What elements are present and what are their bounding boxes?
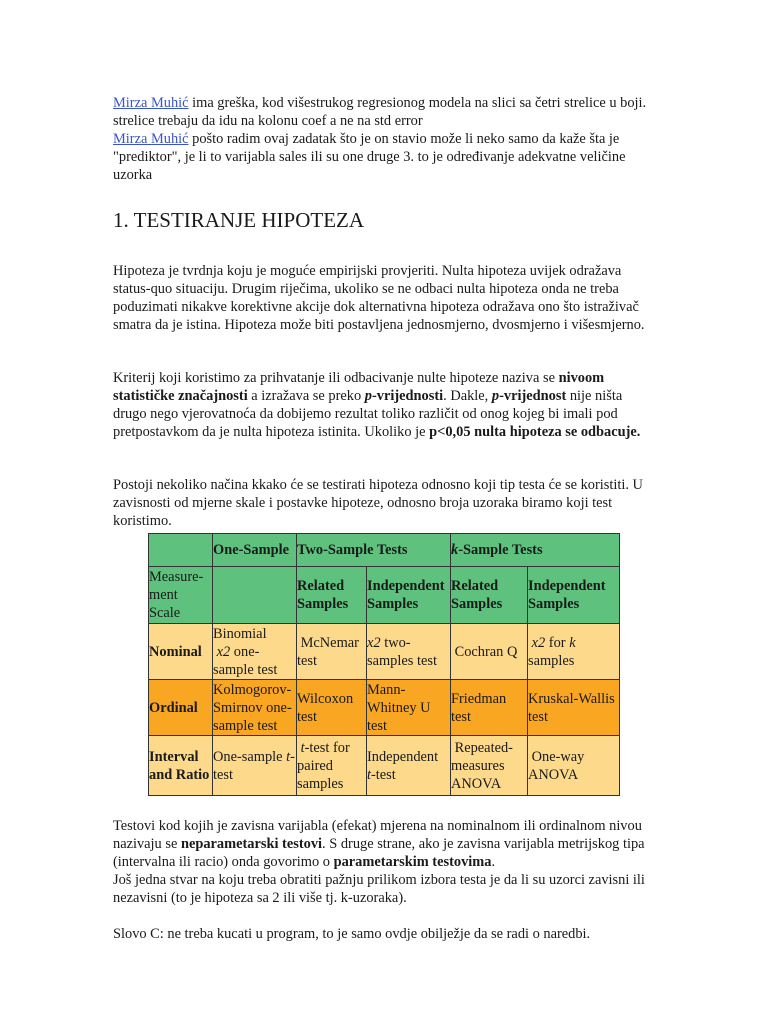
comment-1: [113, 94, 658, 130]
paragraph-hypothesis: Hipoteza je tvrdnja koju je moguće empirijski provjeriti. Nulta hipoteza uvijek odražava status-quo situaciju. Drugim riječima, ukoliko se ne odbaci nulta hipoteza onda ne treba poduzimati nikakve korektivne akcije dok alternativna hipoteza odražava ono što istraživač smatra da je istina. Hipoteza može biti postavljena jednosmjerno, dvosmjerno i višesmjerno.: [113, 263, 645, 334]
cell-interval-related: t-test for paired samples: [297, 736, 367, 796]
paragraph-test-choice: Postoji nekoliko načina kkako će se testirati hipoteza odnosno koji tip testa će se koristiti. U zavisnosti od mjerne skale i postavke hipoteze, odnosno broja uzoraka biramo koji test koristimo.: [113, 477, 643, 530]
header-related-k: Related Samples: [451, 567, 528, 624]
comment-author-link[interactable]: Mirza Muhić: [113, 131, 189, 147]
comment-2: [113, 130, 658, 184]
cell-nominal-independent: x2 two-samples test: [367, 624, 451, 680]
row-label-nominal: Nominal: [149, 624, 213, 680]
paragraph-note: Slovo C: ne treba kucati u program, to je samo ovdje obilježje da se radi o naredbi.: [113, 926, 591, 943]
cell-nominal-k-independent: x2 for k samples: [528, 624, 620, 680]
cell-interval-independent: Independent t-test: [367, 736, 451, 796]
header-two-sample: Two-Sample Tests: [297, 534, 451, 567]
header-k-sample: k-Sample Tests: [451, 534, 620, 567]
tests-table: [148, 533, 620, 796]
cell-interval-one: One-sample t-test: [213, 736, 297, 796]
cell-nominal-related: McNemar test: [297, 624, 367, 680]
header-one-sample: One-Sample: [213, 534, 297, 567]
cell-nominal-one: Binomial x2 one-sample test: [213, 624, 297, 680]
comment-author-link[interactable]: Mirza Muhić: [113, 95, 189, 111]
cell-ordinal-k-independent: Kruskal-Wallis test: [528, 680, 620, 736]
tests-table-wrapper: [148, 533, 620, 796]
cell-interval-k-related: Repeated-measures ANOVA: [451, 736, 528, 796]
cell-ordinal-independent: Mann-Whitney U test: [367, 680, 451, 736]
cell-ordinal-related: Wilcoxon test: [297, 680, 367, 736]
cell-nominal-k-related: Cochran Q: [451, 624, 528, 680]
header-empty-2: [213, 567, 297, 624]
comment-text: pošto radim ovaj zadatak što je on stavio može li neko samo da kaže šta je "prediktor", je li to varijabla sales ili su one druge 3. to je određivanje adekvatne veličine uzorka: [113, 131, 626, 183]
cell-ordinal-one: Kolmogorov-Smirnov one-sample test: [213, 680, 297, 736]
comment-text: ima greška, kod višestrukog regresionog modela na slici sa četri strelice u boji. strelice trebaju da idu na kolonu coef a ne na std error: [113, 95, 647, 129]
paragraph-parametric: Testovi kod kojih je zavisna varijabla (efekat) mjerena na nominalnom ili ordinalnom nivou nazivaju se neparametarski testovi. S druge strane, ako je zavisna varijabla metrijskog tipa (intervalna ili racio) onda govorimo o parametarskim testovima. Još jedna stvar na koju treba obratiti pažnju prilikom izbora testa je da li su uzorci zavisni ili nezavisni (to je hipoteza sa 2 ili više tj. k-uzoraka).: [113, 818, 645, 907]
comments-block: [113, 94, 658, 184]
row-label-interval: Interval and Ratio: [149, 736, 213, 796]
section-heading: 1. TESTIRANJE HIPOTEZA: [113, 208, 365, 232]
header-independent-k: Independent Samples: [528, 567, 620, 624]
cell-ordinal-k-related: Friedman test: [451, 680, 528, 736]
paragraph-significance: Kriterij koji koristimo za prihvatanje ili odbacivanje nulte hipoteze naziva se nivoom statističke značajnosti a izražava se preko p-vrijednosti. Dakle, p-vrijednost nije ništa drugo nego vjerovatnoća da dobijemo rezultat toliko različit od onog kojeg bi imali pod pretpostavkom da je nulta hipoteza istinita. Ukoliko je p<0,05 nulta hipoteza se odbacuje.: [113, 370, 641, 441]
header-independent: Independent Samples: [367, 567, 451, 624]
header-scale: Measure-ment Scale: [149, 567, 213, 624]
header-empty: [149, 534, 213, 567]
header-related: Related Samples: [297, 567, 367, 624]
cell-interval-k-independent: One-way ANOVA: [528, 736, 620, 796]
row-label-ordinal: Ordinal: [149, 680, 213, 736]
